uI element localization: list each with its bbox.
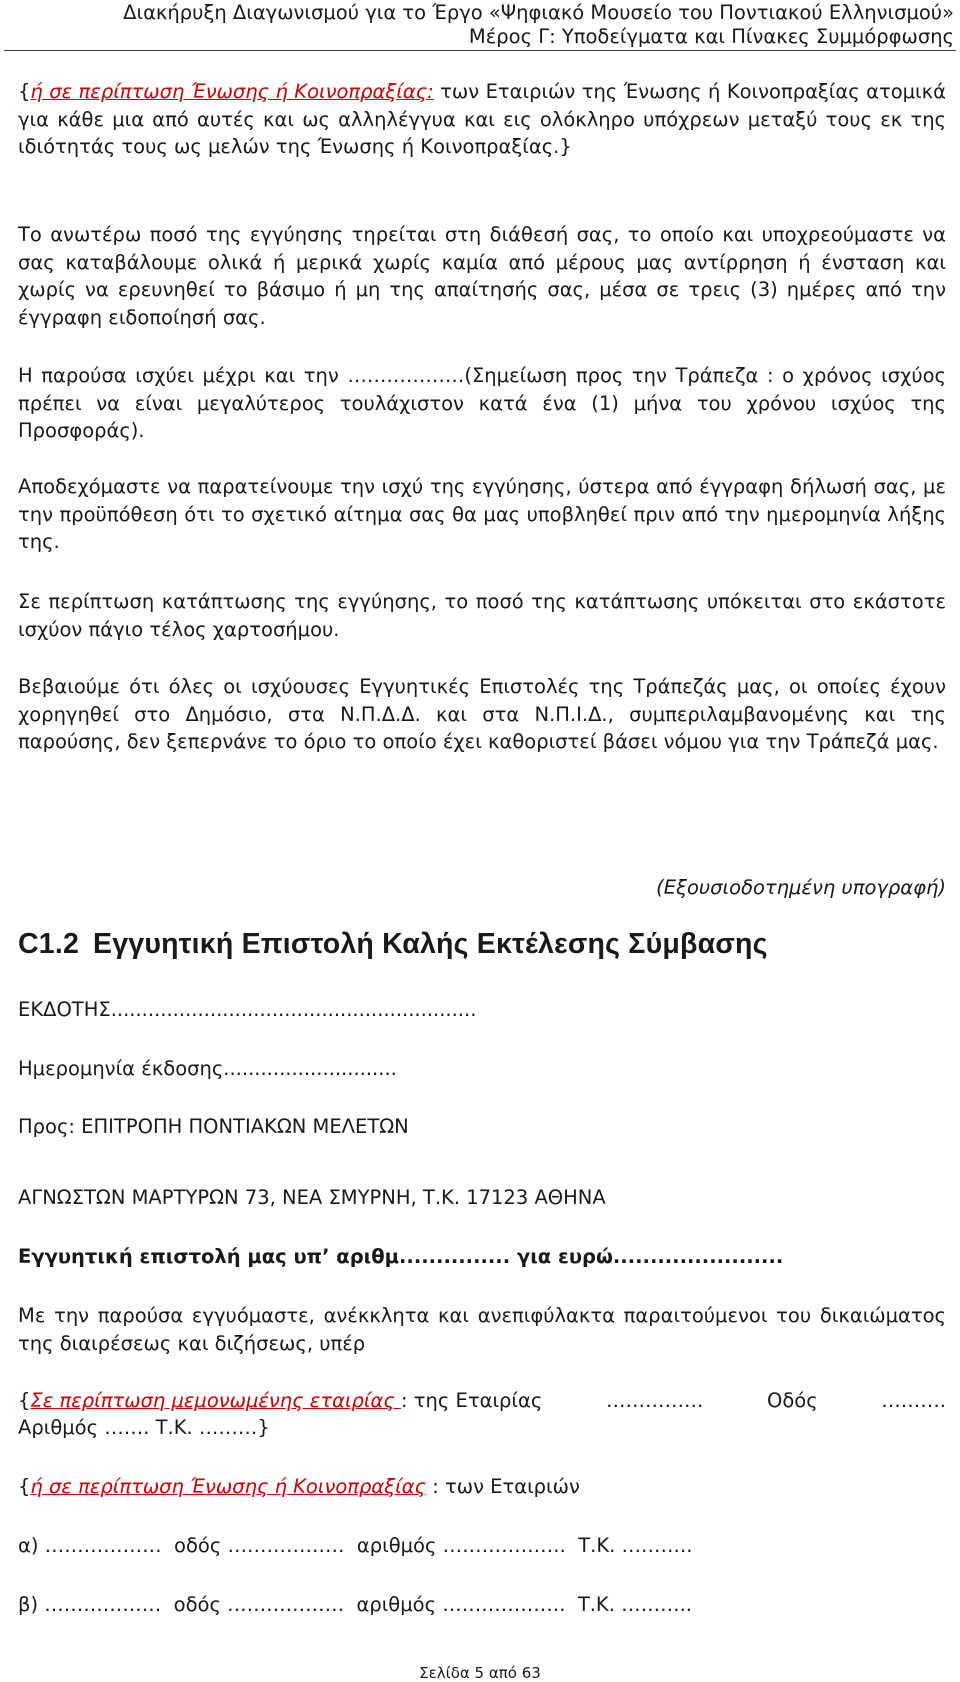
single-company-line: {Σε περίπτωση μεμονωμένης εταιρίας : της Εταιρίας …………… Οδός ………. (18, 1389, 946, 1412)
section-heading (18, 928, 768, 961)
page-number: Σελίδα 5 από 63 (419, 1664, 541, 1682)
issue-date-line: Ημερομηνία έκδοσης............................ (18, 1057, 397, 1080)
paragraph-guarantee-amount: Το ανωτέρω ποσό της εγγύησης τηρείται στη διάθεσή σας, το οποίο και υποχρεούμαστε να σας καταβάλουμε ολικά ή μερικά χωρίς καμία από μέρους μας αντίρρηση ή ένσταση και χωρίς να ερευνηθεί το βάσιμο ή μη της απαίτησής σας, μέσα σε τρεις (3) ημέρες από την έγγραφη ειδοποίησή σας. (18, 223, 946, 329)
paragraph-certification: Βεβαιούμε ότι όλες οι ισχύουσες Εγγυητικές Επιστολές της Τράπεζάς μας, οι οποίες έχουν χορηγηθεί στο Δημόσιο, στα Ν.Π.Δ.Δ. και στα Ν.Π.Ι.Δ., συμπεριλαμβανομένης και της παρούσης, δεν ξεπερνάνε το όριο το οποίο έχει καθοριστεί βάσει νόμου για την Τράπεζά μας. (18, 675, 946, 753)
section-number: C1.2 (18, 928, 80, 960)
address-line: ΑΓΝΩΣΤΩΝ ΜΑΡΤΥΡΩΝ 73, ΝΕΑ ΣΜΥΡΝΗ, Τ.Κ. 17123 ΑΘΗΝΑ (18, 1186, 606, 1209)
single-company-line-2: Αριθμός ……. Τ.Κ. ………} (18, 1416, 270, 1439)
header-title: Διακήρυξη Διαγωνισμού για το Έργο «Ψηφιακό Μουσείο του Ποντιακού Ελληνισμού» (123, 1, 954, 24)
paragraph-extension: Αποδεχόμαστε να παρατείνουμε την ισχύ της εγγύησης, ύστερα από έγγραφη δήλωσή σας, με την προϋπόθεση ότι το σχετικό αίτημα σας θα μας υποβληθεί πριν από την ημερομηνία λήξης της. (18, 475, 946, 553)
paragraph-validity: Η παρούσα ισχύει μέχρι και την ………………(Σημείωση προς την Τράπεζα : ο χρόνος ισχύος πρέπει να είναι μεγαλύτερος τουλάχιστον κατά ένα (1) μήνα του χρόνου ισχύος της Προσφοράς). (18, 364, 946, 442)
member-row-a: α) ……………… οδός ……………… αριθμός ………………. Τ.Κ. ……….. (18, 1534, 693, 1557)
header-divider (4, 50, 956, 51)
authorized-signature: (Εξουσιοδοτημένη υπογραφή) (656, 876, 946, 899)
letter-number-line: Εγγυητική επιστολή μας υπ’ αριθμ............... για ευρώ....................... (18, 1245, 784, 1268)
single-company-note: Σε περίπτωση μεμονωμένης εταιρίας (30, 1389, 402, 1412)
paragraph-consortium: {ή σε περίπτωση Ένωσης ή Κοινοπραξίας: των Εταιριών της Ένωσης ή Κοινοπραξίας ατομικά για κάθε μια από αυτές και ως αλληλέγγυα και εις ολόκληρο υπόχρεων μεταξύ τους εκ της ιδιότητάς τους ως μελών της Ένωσης ή Κοινοπραξίας.} (18, 80, 947, 158)
paragraph-forfeiture: Σε περίπτωση κατάπτωσης της εγγύησης, το ποσό της κατάπτωσης υπόκειται στο εκάστοτε ισχύον πάγιο τέλος χαρτοσήμου. (18, 590, 946, 641)
header-subtitle: Μέρος Γ: Υποδείγματα και Πίνακες Συμμόρφωσης (468, 25, 954, 48)
recipient-line: Προς: ΕΠΙΤΡΟΠΗ ΠΟΝΤΙΑΚΩΝ ΜΕΛΕΤΩΝ (18, 1115, 409, 1138)
issuer-line: ΕΚΔΟΤΗΣ........................................................... (18, 998, 477, 1021)
member-row-b: β) ……………… οδός ……………… αριθμός ………………. Τ.Κ. ……….. (18, 1593, 693, 1616)
consortium-line: {ή σε περίπτωση Ένωσης ή Κοινοπραξίας : των Εταιριών (18, 1475, 580, 1498)
section-title: Εγγυητική Επιστολή Καλής Εκτέλεσης Σύμβασης (93, 928, 768, 960)
consortium-note: ή σε περίπτωση Ένωσης ή Κοινοπραξίας: (30, 80, 434, 103)
consortium-note-2: ή σε περίπτωση Ένωσης ή Κοινοπραξίας (30, 1475, 427, 1498)
paragraph-guarantor: Με την παρούσα εγγυόμαστε, ανέκκλητα και ανεπιφύλακτα παραιτούμενοι του δικαιώματος της διαιρέσεως και διζήσεως, υπέρ (18, 1304, 946, 1355)
